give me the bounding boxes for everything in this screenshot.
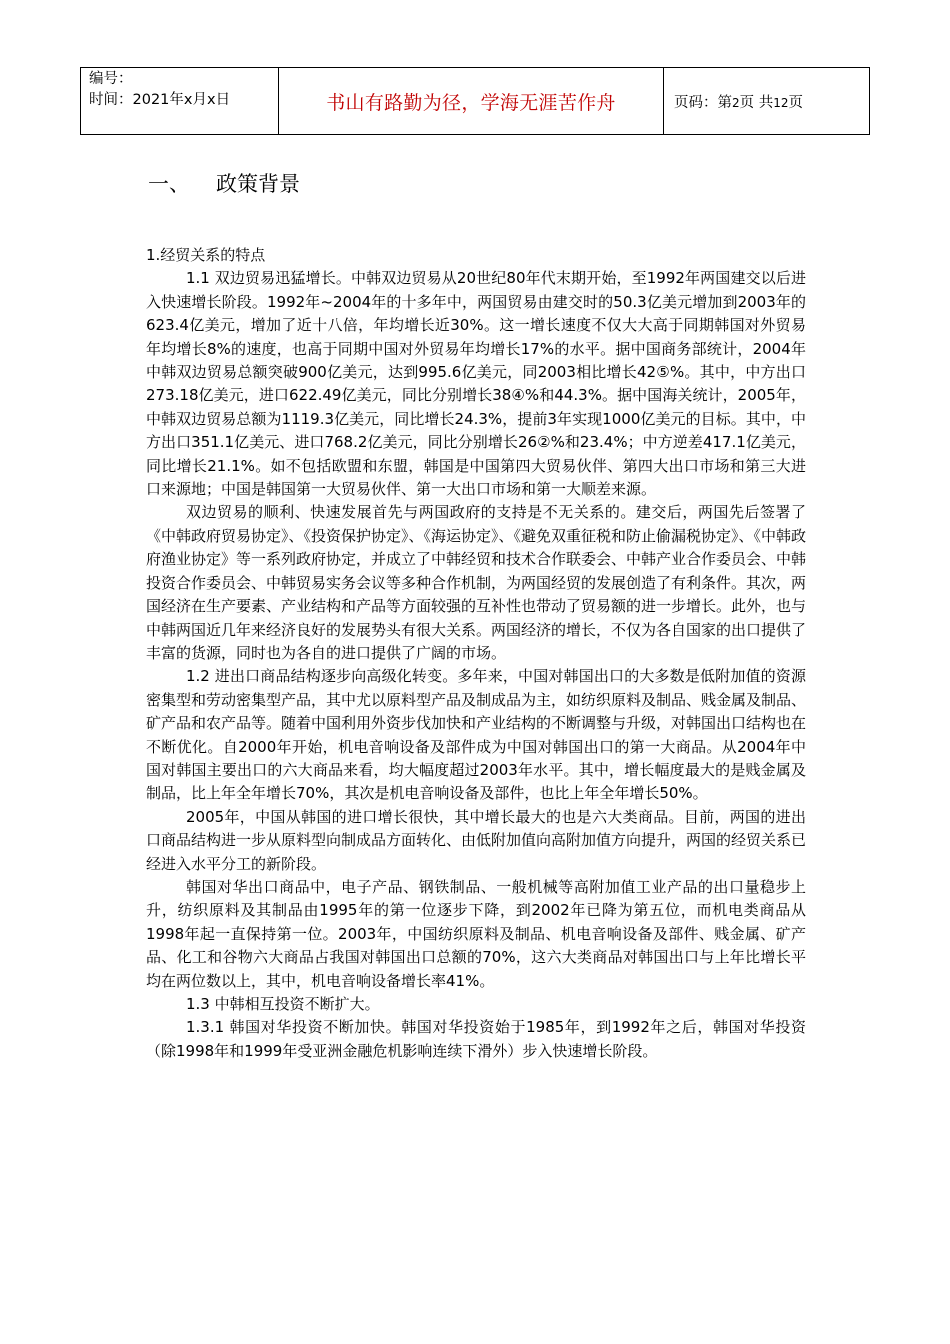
paragraph: 双边贸易的顺利、快速发展首先与两国政府的支持是不无关系的。建交后，两国先后签署了《中韩政府贸易协定》、《投资保护协定》、《海运协定》、《避免双重征税和防止偷漏税协定》、《中韩政府渔业协定》等一系列政府协定，并成立了中韩经贸和技术合作联委会、中韩产业合作委员会、中韩投资合作委员会、中韩贸易实务会议等多种合作机制，为两国经贸的发展创造了有利条件。其次，两国经济在生产要素、产业结构和产品等方面较强的互补性也带动了贸易额的进一步增长。此外，也与中韩两国近几年来经济良好的发展势头有很大关系。两国经济的增长，不仅为各自国家的出口提供了丰富的货源，同时也为各自的进口提供了广阔的市场。 (146, 503, 807, 662)
section-heading (148, 168, 300, 198)
document-body (146, 244, 806, 1063)
page-indicator (664, 68, 870, 135)
document-header (80, 67, 870, 135)
paragraph: 1.1 双边贸易迅猛增长。中韩双边贸易从20世纪80年代末期开始，至1992年两国建交以后进入快速增长阶段。1992年~2004年的十多年中，两国贸易由建交时的50.3亿美元增加到2003年的623.4亿美元，增加了近十八倍，年均增长近30%。这一增长速度不仅大大高于同期韩国对外贸易年均增长8%的速度，也高于同期中国对外贸易年均增长17%的水平。据中国商务部统计，2004年中韩双边贸易总额突破900亿美元，达到995.6亿美元，同2003相比增长42⑤%。其中，中方出口273.18亿美元，进口622.49亿美元，同比分别增长38④%和44.3%。据中国海关统计，2005年，中韩双边贸易总额为1119.3亿美元，同比增长24.3%，提前3年实现1000亿美元的目标。其中，中方出口351.1亿美元、进口768.2亿美元，同比分别增长26②%和23.4%；中方逆差417.1亿美元，同比增长21.1%。如不包括欧盟和东盟，韩国是中国第四大贸易伙伴、第四大出口市场和第三大进口来源地；中国是韩国第一大贸易伙伴、第一大出口市场和第一大顺差来源。 (146, 269, 806, 499)
page-total: 12 (773, 95, 789, 110)
header-meta-cell (81, 68, 279, 135)
paragraph: 1.3.1 韩国对华投资不断加快。韩国对华投资始于1985年，到1992年之后，韩国对华投资（除1998年和1999年受亚洲金融危机影响连续下滑外）步入快速增长阶段。 (146, 1018, 806, 1060)
header-motto: 书山有路勤为径，学海无涯苦作舟 (279, 68, 664, 135)
paragraph: 2005年，中国从韩国的进口增长很快，其中增长最大的也是六大类商品。目前，两国的进出口商品结构进一步从原料型向制成品方面转化、由低附加值向高附加值方向提升，两国的经贸关系已经进入水平分工的新阶段。 (146, 807, 807, 873)
paragraph: 1.3 中韩相互投资不断扩大。 (186, 995, 380, 1013)
page-prefix: 页码：第 (674, 94, 732, 111)
section-title: 政策背景 (216, 172, 300, 196)
section-number: 一、 (148, 172, 190, 196)
paragraph: 韩国对华出口商品中，电子产品、钢铁制品、一般机械等高附加值工业产品的出口量稳步上升，纺织原料及其制品由1995年的第一位逐步下降，到2002年已降为第五位，而机电类商品从1998年起一直保持第一位。2003年，中国纺织原料及制品、机电音响设备及部件、贱金属、矿产品、化工和谷物六大商品占我国对韩国出口总额的70%，这六大类商品对韩国出口与上年比增长平均在两位数以上，其中，机电音响设备增长率41%。 (146, 877, 806, 990)
document-date-label: 时间：2021年x月x日 (89, 92, 231, 108)
page-current: 2 (732, 95, 740, 110)
subsection-heading: 1.经贸关系的特点 (146, 246, 266, 264)
page-middle: 页 共 (739, 94, 774, 111)
document-number-label: 编号： (89, 71, 133, 87)
page-suffix: 页 (788, 94, 804, 111)
paragraph: 1.2 进出口商品结构逐步向高级化转变。多年来，中国对韩国出口的大多数是低附加值的资源密集型和劳动密集型产品，其中尤以原料型产品及制成品为主，如纺织原料及制品、贱金属及制品、矿产品和农产品等。随着中国利用外资步伐加快和产业结构的不断调整与升级，对韩国出口结构也在不断优化。自2000年开始，机电音响设备及部件成为中国对韩国出口的第一大商品。从2004年中国对韩国主要出口的六大商品来看，均大幅度超过2003年水平。其中，增长幅度最大的是贱金属及制品，比上年全年增长70%，其次是机电音响设备及部件，也比上年全年增长50%。 (146, 667, 807, 803)
